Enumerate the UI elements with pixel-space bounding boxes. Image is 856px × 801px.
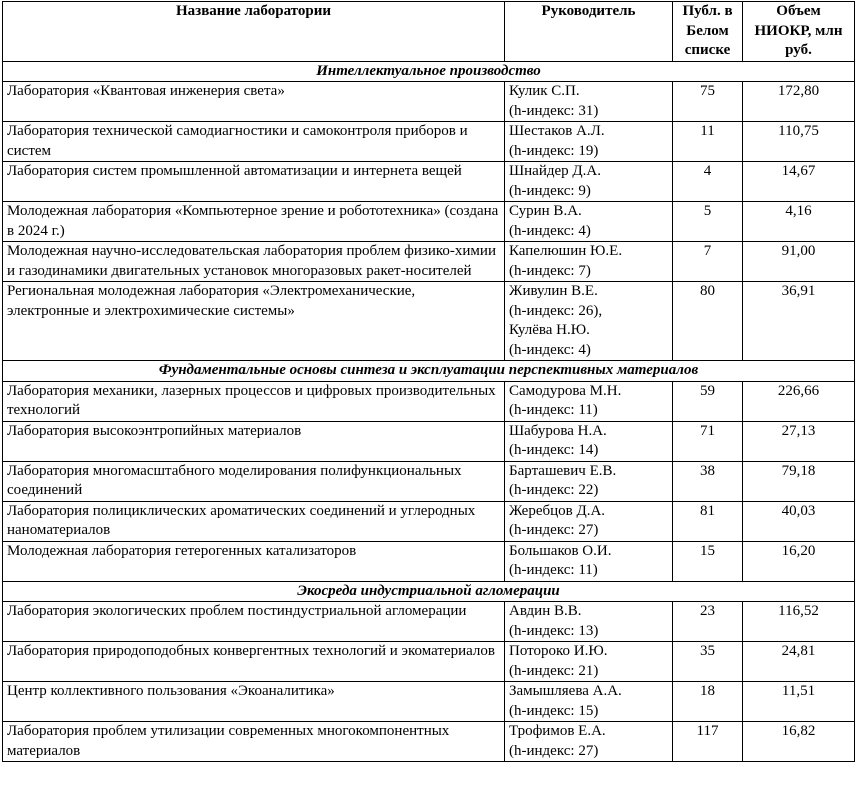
lab-name-cell: Лаборатория систем промышленной автоматизации и интернета вещей [3, 162, 505, 202]
niokr-cell: 226,66 [743, 381, 855, 421]
header-row [3, 2, 855, 62]
table-row [3, 282, 855, 361]
lab-name-cell: Лаборатория природоподобных конвергентных технологий и экоматериалов [3, 642, 505, 682]
leader-h-index: (h-индекс: 15) [509, 702, 599, 719]
labs-table [2, 1, 855, 762]
leader-cell [505, 122, 673, 162]
leader-h-index: (h-индекс: 19) [509, 142, 599, 159]
leader-cell [505, 541, 673, 581]
table-row [3, 541, 855, 581]
leader-name: Живулин В.Е. [509, 283, 598, 299]
leader-cell [505, 282, 673, 361]
lab-name-cell: Лаборатория многомасштабного моделирования полифункциональных соединений [3, 461, 505, 501]
leader-cell [505, 602, 673, 642]
group-title: Экосреда индустриальной агломерации [3, 581, 855, 602]
publications-cell: 81 [673, 501, 743, 541]
lab-name-cell: Региональная молодежная лаборатория «Электромеханические, электронные и электрохимические системы» [3, 282, 505, 361]
publications-cell: 15 [673, 541, 743, 581]
header-niokr-volume: Объем НИОКР, млн руб. [743, 2, 855, 62]
leader-h-index: (h-индекс: 9) [509, 182, 591, 199]
leader-name: Шнайдер Д.А. [509, 163, 601, 179]
leader-name: Потороко И.Ю. [509, 643, 608, 659]
leader-h-index: (h-индекс: 31) [509, 102, 599, 119]
leader-h-index: (h-индекс: 7) [509, 262, 591, 279]
table-row [3, 122, 855, 162]
leader-name: Кулёва Н.Ю. [509, 322, 590, 338]
leader-name: Жеребцов Д.А. [509, 502, 606, 519]
leader-h-index: (h-индекс: 27) [509, 522, 599, 538]
leader-name: Капелюшин Ю.Е. [509, 243, 623, 259]
table-row [3, 242, 855, 282]
publications-cell: 59 [673, 381, 743, 421]
leader-name: Шабурова Н.А. [509, 422, 607, 439]
niokr-cell: 79,18 [743, 461, 855, 501]
lab-name-cell: Лаборатория «Квантовая инженерия света» [3, 82, 505, 122]
leader-name: Самодурова М.Н. [509, 382, 622, 399]
niokr-cell: 27,13 [743, 421, 855, 461]
header-lab-name: Название лаборатории [3, 2, 505, 62]
leader-h-index: (h-индекс: 26), [509, 302, 603, 319]
publications-cell: 5 [673, 202, 743, 242]
leader-cell [505, 642, 673, 682]
table-row [3, 501, 855, 541]
table-row [3, 162, 855, 202]
group-row [3, 61, 855, 82]
leader-cell [505, 421, 673, 461]
table-row [3, 642, 855, 682]
table-row [3, 421, 855, 461]
lab-name-cell: Молодежная лаборатория «Компьютерное зрение и робототехника» (создана в 2024 г.) [3, 202, 505, 242]
table-row [3, 82, 855, 122]
leader-name: Сурин В.А. [509, 203, 582, 219]
leader-cell [505, 682, 673, 722]
leader-h-index: (h-индекс: 27) [509, 742, 599, 759]
leader-h-index: (h-индекс: 4) [509, 341, 591, 358]
leader-name: Шестаков А.Л. [509, 123, 605, 139]
group-row [3, 361, 855, 382]
niokr-cell: 16,82 [743, 722, 855, 762]
lab-name-cell: Лаборатория экологических проблем постиндустриальной агломерации [3, 602, 505, 642]
niokr-cell: 172,80 [743, 82, 855, 122]
leader-name: Трофимов Е.А. [509, 723, 606, 739]
leader-name: Авдин В.В. [509, 603, 582, 619]
niokr-cell: 36,91 [743, 282, 855, 361]
leader-h-index: (h-индекс: 21) [509, 662, 599, 679]
niokr-cell: 110,75 [743, 122, 855, 162]
niokr-cell: 14,67 [743, 162, 855, 202]
table-row [3, 461, 855, 501]
publications-cell: 23 [673, 602, 743, 642]
leader-h-index: (h-индекс: 11) [509, 562, 598, 578]
leader-cell [505, 461, 673, 501]
publications-cell: 38 [673, 461, 743, 501]
table-row [3, 682, 855, 722]
niokr-cell: 40,03 [743, 501, 855, 541]
niokr-cell: 116,52 [743, 602, 855, 642]
niokr-cell: 24,81 [743, 642, 855, 682]
niokr-cell: 16,20 [743, 541, 855, 581]
leader-h-index: (h-индекс: 14) [509, 442, 599, 458]
group-row [3, 581, 855, 602]
publications-cell: 71 [673, 421, 743, 461]
header-leader: Руководитель [505, 2, 673, 62]
publications-cell: 11 [673, 122, 743, 162]
lab-name-cell: Лаборатория механики, лазерных процессов и цифровых производительных технологий [3, 381, 505, 421]
leader-cell [505, 722, 673, 762]
publications-cell: 80 [673, 282, 743, 361]
publications-cell: 117 [673, 722, 743, 762]
table-row [3, 602, 855, 642]
leader-cell [505, 82, 673, 122]
leader-cell [505, 501, 673, 541]
lab-name-cell: Лаборатория полициклических ароматических соединений и углеродных наноматериалов [3, 501, 505, 541]
lab-name-cell: Лаборатория технической самодиагностики и самоконтроля приборов и систем [3, 122, 505, 162]
table-header [3, 2, 855, 62]
leader-cell [505, 202, 673, 242]
lab-name-cell: Лаборатория высокоэнтропийных материалов [3, 421, 505, 461]
leader-h-index: (h-индекс: 4) [509, 222, 591, 239]
lab-name-cell: Центр коллективного пользования «Экоаналитика» [3, 682, 505, 722]
publications-cell: 4 [673, 162, 743, 202]
group-title: Фундаментальные основы синтеза и эксплуатации перспективных материалов [3, 361, 855, 382]
niokr-cell: 91,00 [743, 242, 855, 282]
lab-name-cell: Молодежная лаборатория гетерогенных катализаторов [3, 541, 505, 581]
leader-name: Замышляева А.А. [509, 683, 622, 699]
table-row [3, 381, 855, 421]
leader-cell [505, 381, 673, 421]
leader-name: Барташевич Е.В. [509, 462, 617, 479]
leader-name: Кулик С.П. [509, 83, 580, 99]
leader-h-index: (h-индекс: 22) [509, 482, 599, 498]
leader-h-index: (h-индекс: 11) [509, 402, 598, 418]
table-row [3, 722, 855, 762]
publications-cell: 75 [673, 82, 743, 122]
publications-cell: 35 [673, 642, 743, 682]
table-body [3, 61, 855, 762]
publications-cell: 18 [673, 682, 743, 722]
niokr-cell: 11,51 [743, 682, 855, 722]
leader-cell [505, 242, 673, 282]
leader-name: Большаков О.И. [509, 542, 612, 559]
niokr-cell: 4,16 [743, 202, 855, 242]
publications-cell: 7 [673, 242, 743, 282]
group-title: Интеллектуальное производство [3, 61, 855, 82]
table-row [3, 202, 855, 242]
leader-h-index: (h-индекс: 13) [509, 622, 599, 639]
header-publications: Публ. в Белом списке [673, 2, 743, 62]
leader-cell [505, 162, 673, 202]
lab-name-cell: Лаборатория проблем утилизации современных многокомпонентных материалов [3, 722, 505, 762]
lab-name-cell: Молодежная научно-исследовательская лаборатория проблем физико-химии и газодинамики двигательных установок многоразовых ракет-носителей [3, 242, 505, 282]
